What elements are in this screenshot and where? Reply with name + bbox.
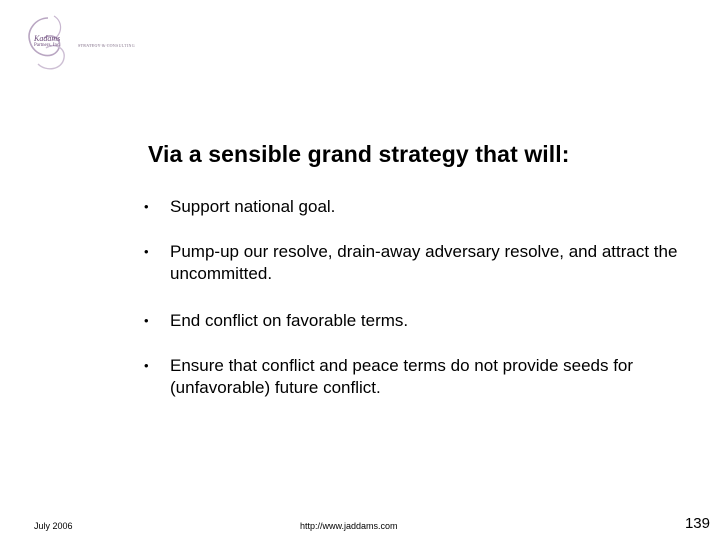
bullet-dot-icon: • bbox=[144, 199, 149, 214]
slide-title: Via a sensible grand strategy that will: bbox=[148, 141, 570, 167]
logo-brand-text: Kadams bbox=[34, 34, 61, 43]
bullet-dot-icon: • bbox=[144, 358, 149, 373]
bullet-item bbox=[142, 196, 682, 218]
bullet-text: End conflict on favorable terms. bbox=[170, 311, 409, 330]
bullet-item bbox=[142, 241, 682, 285]
footer-url: http://www.jaddams.com bbox=[300, 521, 398, 531]
bullet-dot-icon: • bbox=[144, 244, 149, 259]
logo-subtitle-text: Partners, Inc. bbox=[34, 43, 61, 48]
bullet-text: Ensure that conflict and peace terms do not provide seeds for (unfavorable) future conflict. bbox=[170, 356, 634, 397]
page-number: 139 bbox=[684, 515, 710, 532]
bullet-item bbox=[142, 310, 682, 332]
bullet-text: Pump-up our resolve, drain-away adversary resolve, and attract the uncommitted. bbox=[170, 242, 678, 283]
footer-date: July 2006 bbox=[34, 521, 73, 531]
bullet-dot-icon: • bbox=[144, 313, 149, 328]
logo-tagline-text: STRATEGY & CONSULTING bbox=[78, 43, 135, 48]
bullet-item bbox=[142, 355, 682, 399]
company-logo bbox=[18, 12, 135, 76]
bullet-text: Support national goal. bbox=[170, 197, 336, 216]
